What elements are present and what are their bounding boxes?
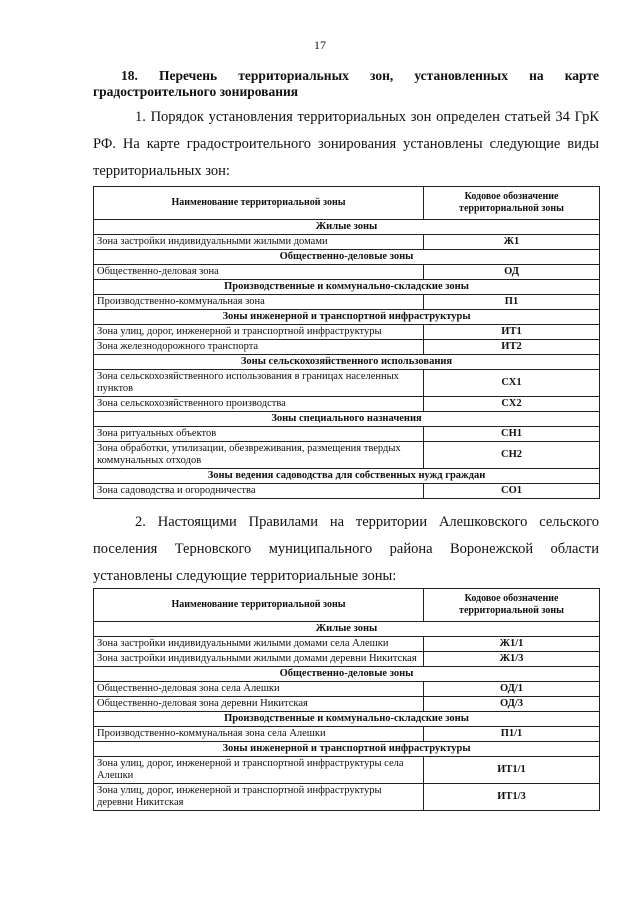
header-zone-code: Кодовое обозначение территориальной зоны bbox=[424, 589, 600, 622]
category-label: Зоны специального назначения bbox=[94, 412, 600, 427]
paragraph-2: 2. Настоящими Правилами на территории Алешковского сельского поселения Терновского муниципального района Воронежской области установлены следующие территориальные зоны: bbox=[93, 514, 599, 584]
table-row bbox=[94, 235, 600, 250]
zone-name: Производственно-коммунальная зона села Алешки bbox=[94, 727, 424, 742]
zone-code: П1 bbox=[424, 295, 600, 310]
table-row bbox=[94, 325, 600, 340]
zone-name: Зона улиц, дорог, инженерной и транспортной инфраструктуры деревни Никитская bbox=[94, 784, 424, 811]
zones-table-2-body bbox=[94, 622, 600, 811]
zone-name: Зона железнодорожного транспорта bbox=[94, 340, 424, 355]
category-label: Жилые зоны bbox=[94, 220, 600, 235]
category-label: Общественно-деловые зоны bbox=[94, 667, 600, 682]
section-heading: 18. Перечень территориальных зон, установленных на карте градостроительного зонирования bbox=[93, 68, 599, 99]
table-row bbox=[94, 442, 600, 469]
category-label: Зоны ведения садоводства для собственных нужд граждан bbox=[94, 469, 600, 484]
zone-code: ИТ2 bbox=[424, 340, 600, 355]
table-row bbox=[94, 295, 600, 310]
table-row bbox=[94, 784, 600, 811]
category-row bbox=[94, 250, 600, 265]
table-row bbox=[94, 265, 600, 280]
paragraph-1: 1. Порядок установления территориальных зон определен статьей 34 ГрК РФ. На карте градостроительного зонирования установлены следующие виды территориальных зон: bbox=[93, 109, 599, 179]
table-row bbox=[94, 370, 600, 397]
zone-code: Ж1 bbox=[424, 235, 600, 250]
zone-name: Зона садоводства и огородничества bbox=[94, 484, 424, 499]
category-row bbox=[94, 622, 600, 637]
table-row bbox=[94, 397, 600, 412]
category-label: Производственные и коммунально-складские зоны bbox=[94, 280, 600, 295]
category-row bbox=[94, 220, 600, 235]
header-zone-name: Наименование территориальной зоны bbox=[94, 187, 424, 220]
zone-name: Зона улиц, дорог, инженерной и транспортной инфраструктуры bbox=[94, 325, 424, 340]
table-row bbox=[94, 727, 600, 742]
category-row bbox=[94, 667, 600, 682]
zone-name: Производственно-коммунальная зона bbox=[94, 295, 424, 310]
zone-name: Общественно-деловая зона деревни Никитская bbox=[94, 697, 424, 712]
zone-name: Зона сельскохозяйственного использования в границах населенных пунктов bbox=[94, 370, 424, 397]
table-header-row bbox=[94, 589, 600, 622]
zone-code: СН1 bbox=[424, 427, 600, 442]
zone-code: ОД/3 bbox=[424, 697, 600, 712]
zone-name: Зона сельскохозяйственного производства bbox=[94, 397, 424, 412]
zone-code: ИТ1/3 bbox=[424, 784, 600, 811]
zones-table-2 bbox=[93, 588, 600, 811]
category-label: Жилые зоны bbox=[94, 622, 600, 637]
category-row bbox=[94, 412, 600, 427]
zone-name: Зона застройки индивидуальными жилыми домами села Алешки bbox=[94, 637, 424, 652]
category-row bbox=[94, 712, 600, 727]
table-row bbox=[94, 340, 600, 355]
zone-code: СХ2 bbox=[424, 397, 600, 412]
table-row bbox=[94, 637, 600, 652]
category-label: Зоны инженерной и транспортной инфраструктуры bbox=[94, 742, 600, 757]
category-label: Производственные и коммунально-складские зоны bbox=[94, 712, 600, 727]
category-row bbox=[94, 355, 600, 370]
category-label: Зоны сельскохозяйственного использования bbox=[94, 355, 600, 370]
zone-name: Зона застройки индивидуальными жилыми домами деревни Никитская bbox=[94, 652, 424, 667]
table-row bbox=[94, 427, 600, 442]
header-zone-name: Наименование территориальной зоны bbox=[94, 589, 424, 622]
zones-table-1-body bbox=[94, 220, 600, 499]
category-row bbox=[94, 742, 600, 757]
header-zone-code: Кодовое обозначение территориальной зоны bbox=[424, 187, 600, 220]
zone-code: СО1 bbox=[424, 484, 600, 499]
category-row bbox=[94, 280, 600, 295]
zone-code: Ж1/3 bbox=[424, 652, 600, 667]
category-label: Зоны инженерной и транспортной инфраструктуры bbox=[94, 310, 600, 325]
zone-code: П1/1 bbox=[424, 727, 600, 742]
zone-code: ИТ1/1 bbox=[424, 757, 600, 784]
category-row bbox=[94, 469, 600, 484]
zone-name: Зона улиц, дорог, инженерной и транспортной инфраструктуры села Алешки bbox=[94, 757, 424, 784]
zone-code: ОД bbox=[424, 265, 600, 280]
zone-code: ИТ1 bbox=[424, 325, 600, 340]
zone-name: Зона ритуальных объектов bbox=[94, 427, 424, 442]
table-row bbox=[94, 682, 600, 697]
category-row bbox=[94, 310, 600, 325]
zone-name: Зона обработки, утилизации, обезвреживания, размещения твердых коммунальных отходов bbox=[94, 442, 424, 469]
table-row bbox=[94, 697, 600, 712]
zone-code: Ж1/1 bbox=[424, 637, 600, 652]
zones-table-1 bbox=[93, 186, 600, 499]
zone-code: СН2 bbox=[424, 442, 600, 469]
zone-code: СХ1 bbox=[424, 370, 600, 397]
page-number: 17 bbox=[314, 38, 326, 52]
table-row bbox=[94, 652, 600, 667]
zone-code: ОД/1 bbox=[424, 682, 600, 697]
zone-name: Общественно-деловая зона села Алешки bbox=[94, 682, 424, 697]
zone-name: Зона застройки индивидуальными жилыми домами bbox=[94, 235, 424, 250]
category-label: Общественно-деловые зоны bbox=[94, 250, 600, 265]
zone-name: Общественно-деловая зона bbox=[94, 265, 424, 280]
table-row bbox=[94, 757, 600, 784]
table-row bbox=[94, 484, 600, 499]
table-header-row bbox=[94, 187, 600, 220]
